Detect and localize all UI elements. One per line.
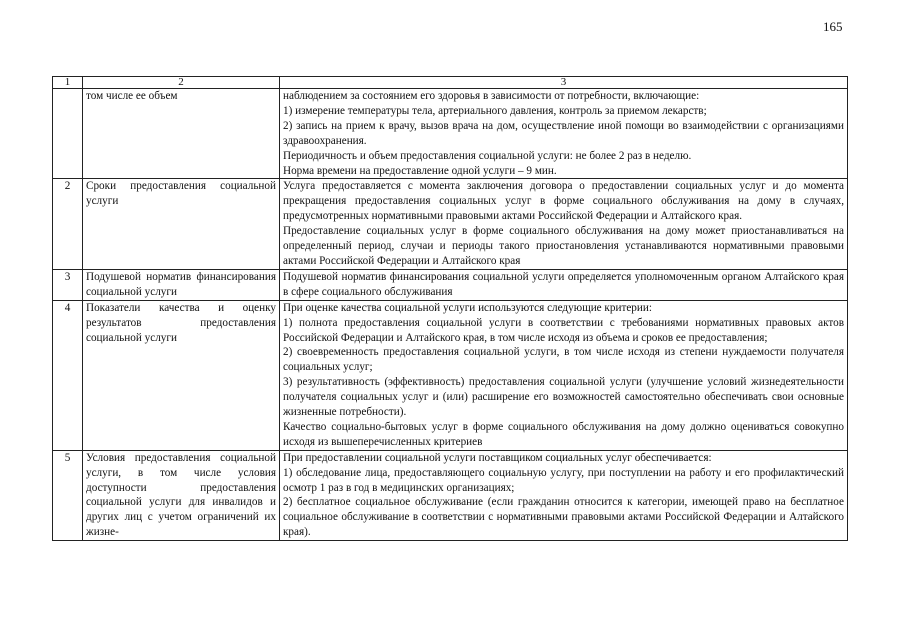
row-content bbox=[280, 300, 848, 450]
row-content bbox=[280, 89, 848, 179]
table-row bbox=[53, 269, 848, 300]
row-number: 4 bbox=[53, 300, 83, 450]
content-paragraph: Норма времени на предоставление одной услуги – 9 мин. bbox=[283, 164, 557, 177]
table-row bbox=[53, 300, 848, 450]
table-row bbox=[53, 89, 848, 179]
content-paragraph: 1) обследование лица, предоставляющего социальную услугу, при поступлении на работу и его профилактический осмотр 1 раз в год в медицинских организациях; bbox=[283, 466, 844, 494]
service-table bbox=[52, 76, 848, 541]
row-number: 5 bbox=[53, 450, 83, 540]
row-content bbox=[280, 450, 848, 540]
header-col-1: 1 bbox=[53, 77, 83, 89]
row-content bbox=[280, 179, 848, 269]
content-paragraph: 2) запись на прием к врачу, вызов врача на дом, осуществление иной помощи во взаимодействии с организациями здравоохранения. bbox=[283, 119, 844, 147]
row-name: Условия предоставления социальной услуги, в том числе условия доступности предоставления социальной услуги для инвалидов и других лиц с учетом ограничений их жизне- bbox=[83, 450, 280, 540]
header-col-2: 2 bbox=[83, 77, 280, 89]
row-number: 3 bbox=[53, 269, 83, 300]
table-row bbox=[53, 450, 848, 540]
content-paragraph: 1) измерение температуры тела, артериального давления, контроль за приемом лекарств; bbox=[283, 104, 707, 117]
row-name: том числе ее объем bbox=[83, 89, 280, 179]
content-paragraph: 3) результативность (эффективность) предоставления социальной услуги (улучшение условий жизнедеятельности получателя социальных услуг и (или) расширение его возможностей самостоятельно обеспечивать свои основные жизненные потребности). bbox=[283, 376, 844, 419]
row-number bbox=[53, 89, 83, 179]
content-paragraph: наблюдением за состоянием его здоровья в зависимости от потребности, включающие: bbox=[283, 90, 700, 102]
content-paragraph: Качество социально-бытовых услуг в форме социального обслуживания на дому должно оцениваться совокупно исходя из вышеперечисленных критериев bbox=[283, 420, 844, 448]
content-paragraph: 1) полнота предоставления социальной услуги в соответствии с требованиями нормативных правовых актов Российской Федерации и Алтайского края, в том числе исходя из объема и сроков ее предоставления; bbox=[283, 316, 844, 344]
content-paragraph: Подушевой норматив финансирования социальной услуги определяется уполномоченным органом Алтайского края в сфере социального обслуживания bbox=[283, 270, 844, 298]
content-paragraph: При оценке качества социальной услуги используются следующие критерии: bbox=[283, 301, 652, 314]
header-col-3: 3 bbox=[280, 77, 848, 89]
page-number: 165 bbox=[823, 19, 843, 34]
row-content bbox=[280, 269, 848, 300]
content-paragraph: Периодичность и объем предоставления социальной услуги: не более 2 раз в неделю. bbox=[283, 149, 692, 162]
content-paragraph: Услуга предоставляется с момента заключения договора о предоставлении социальных услуг и до момента прекращения предоставления социальных услуг в форме социального обслуживания на дому в случаях, предусмотренных нормативными правовыми актами Российской Федерации и Алтайского края. bbox=[283, 180, 844, 223]
content-paragraph: Предоставление социальных услуг в форме социального обслуживания на дому может приостанавливаться на определенный период, случаи и периоды такого приостановления устанавливаются нормативными правовыми актами Российской Федерации и Алтайского края bbox=[283, 225, 844, 267]
header-row bbox=[53, 77, 848, 89]
content-paragraph: При предоставлении социальной услуги поставщиком социальных услуг обеспечивается: bbox=[283, 451, 712, 464]
table-row bbox=[53, 179, 848, 269]
content-paragraph: 2) бесплатное социальное обслуживание (если гражданин относится к категории, имеющей право на бесплатное социальное обслуживание в соответствии с нормативными правовыми актами Российской Федерации и Алтайского края). bbox=[283, 496, 844, 539]
row-number: 2 bbox=[53, 179, 83, 269]
content-paragraph: 2) своевременность предоставления социальной услуги, в том числе исходя из степени нуждаемости получателя социальных услуг; bbox=[283, 346, 844, 374]
row-name: Подушевой норматив финансирования социальной услуги bbox=[83, 269, 280, 300]
row-name: Сроки предоставления социальной услуги bbox=[83, 179, 280, 269]
row-name: Показатели качества и оценку результатов предоставления социальной услуги bbox=[83, 300, 280, 450]
